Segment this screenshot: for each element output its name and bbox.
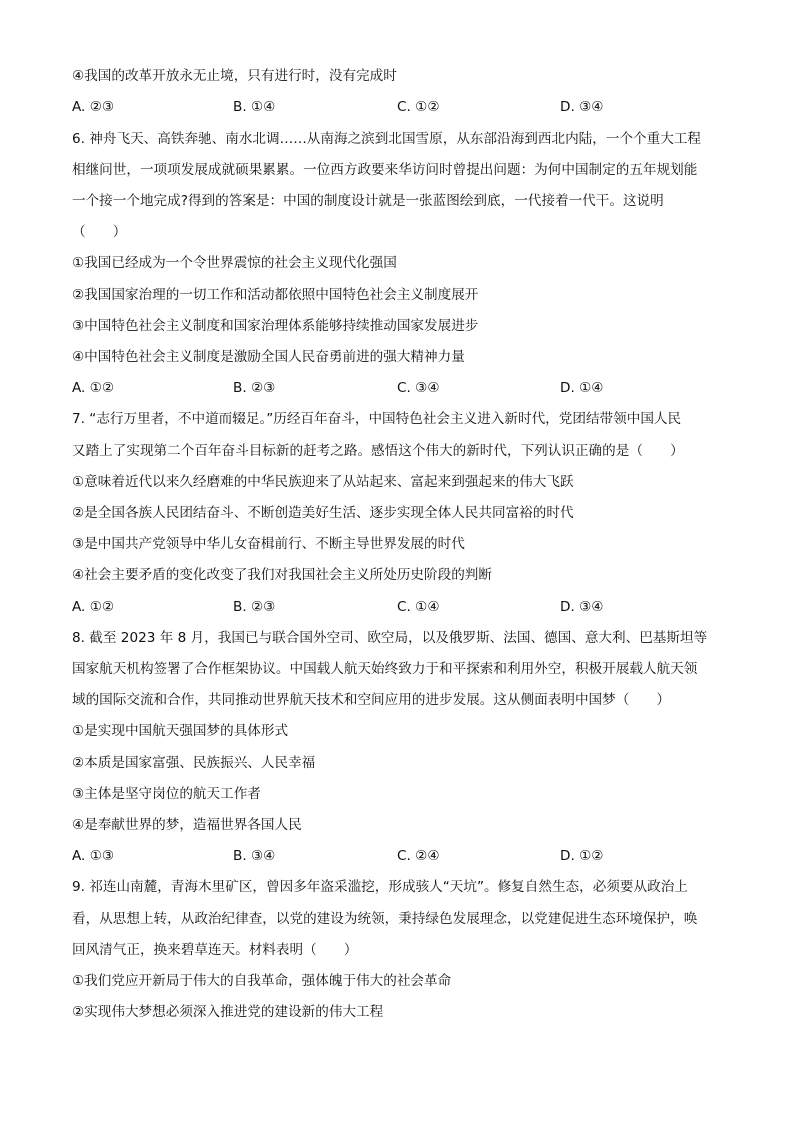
q8-stem-line-1: 8. 截至 2023 年 8 月，我国已与联合国外空司、欧空局，以及俄罗斯、法国、德国、意大利、巴基斯坦等 [72, 630, 708, 646]
q7-option-d: D. ③④ [560, 599, 604, 615]
q5-option-c: C. ①② [397, 99, 440, 115]
q8-option-b: B. ③④ [233, 848, 276, 864]
q8-statement-1: ①是实现中国航天强国梦的具体形式 [72, 723, 289, 739]
q6-option-c: C. ③④ [397, 380, 440, 396]
q7-stem-line-1: 7. “志行万里者，不中道而辍足。”历经百年奋斗，中国特色社会主义进入新时代，党团结带领中国人民 [72, 411, 682, 427]
q6-option-a: A. ①② [72, 380, 115, 396]
q9-statement-1: ①我们党应开新局于伟大的自我革命，强体魄于伟大的社会革命 [72, 973, 452, 989]
q6-statement-3: ③中国特色社会主义制度和国家治理体系能够持续推动国家发展进步 [72, 318, 479, 334]
q7-option-c: C. ①④ [397, 599, 440, 615]
q7-statement-4: ④社会主要矛盾的变化改变了我们对我国社会主义所处历史阶段的判断 [72, 567, 492, 583]
q5-options [72, 97, 732, 117]
q7-option-a: A. ①② [72, 599, 115, 615]
q7-options [72, 597, 732, 617]
q6-stem-line-1: 6. 神舟飞天、高铁奔驰、南水北调……从南海之滨到北国雪原，从东部沿海到西北内陆，一个个重大工程 [72, 131, 702, 147]
q6-statement-4: ④中国特色社会主义制度是激励全国人民奋勇前进的强大精神力量 [72, 349, 465, 365]
q7-statement-1: ①意味着近代以来久经磨难的中华民族迎来了从站起来、富起来到强起来的伟大飞跃 [72, 474, 574, 490]
q9-stem-line-1: 9. 祁连山南麓，青海木里矿区，曾因多年盗采滥挖，形成骇人“天坑”。修复自然生态，必须要从政治上 [72, 879, 688, 895]
q8-option-a: A. ①③ [72, 848, 115, 864]
q6-option-b: B. ②③ [233, 380, 276, 396]
q6-statement-1: ①我国已经成为一个令世界震惊的社会主义现代化强国 [72, 255, 397, 271]
q6-options [72, 378, 732, 398]
q8-option-c: C. ②④ [397, 848, 440, 864]
q8-statement-2: ②本质是国家富强、民族振兴、人民幸福 [72, 755, 316, 771]
q8-statement-3: ③主体是坚守岗位的航天工作者 [72, 786, 261, 802]
q6-stem-line-2: 相继问世，一项项发展成就硕果累累。一位西方政要来华访问时曾提出问题：为何中国制定的五年规划能 [72, 162, 698, 178]
q7-option-b: B. ②③ [233, 599, 276, 615]
q5-option-a: A. ②③ [72, 99, 115, 115]
q9-stem-line-2: 看，从思想上转，从政治纪律查，以党的建设为统领，秉持绿色发展理念，以党建促进生态环境保护，唤 [72, 911, 698, 927]
q8-option-d: D. ①② [560, 848, 604, 864]
q8-options [72, 846, 732, 866]
q8-statement-4: ④是奉献世界的梦，造福世界各国人民 [72, 817, 302, 833]
q6-statement-2: ②我国国家治理的一切工作和活动都依照中国特色社会主义制度展开 [72, 287, 479, 303]
q6-stem-line-3: 一个接一个地完成?得到的答案是：中国的制度设计就是一张蓝图绘到底，一代接着一代干。这说明 [72, 193, 664, 209]
q8-stem-line-3: 域的国际交流和合作，共同推动世界航天技术和空间应用的进步发展。这从侧面表明中国梦（ ） [72, 692, 671, 708]
q7-statement-3: ③是中国共产党领导中华儿女奋楫前行、不断主导世界发展的时代 [72, 536, 465, 552]
q9-statement-2: ②实现伟大梦想必须深入推进党的建设新的伟大工程 [72, 1004, 384, 1020]
q5-option-d: D. ③④ [560, 99, 604, 115]
q6-option-d: D. ①④ [560, 380, 604, 396]
q7-stem-line-2: 又踏上了实现第二个百年奋斗目标新的赶考之路。感悟这个伟大的新时代，下列认识正确的是（ ） [72, 443, 684, 459]
q8-stem-line-2: 国家航天机构签署了合作框架协议。中国载人航天始终致力于和平探索和利用外空，积极开展载人航天领 [72, 661, 698, 677]
q5-option-b: B. ①④ [233, 99, 276, 115]
q7-statement-2: ②是全国各族人民团结奋斗、不断创造美好生活、逐步实现全体人民共同富裕的时代 [72, 505, 574, 521]
q6-answer-blank: （ ） [72, 224, 127, 240]
q9-stem-line-3: 回风清气正，换来碧草连天。材料表明（ ） [72, 942, 358, 958]
q5-statement-4: ④我国的改革开放永无止境，只有进行时，没有完成时 [72, 68, 397, 84]
